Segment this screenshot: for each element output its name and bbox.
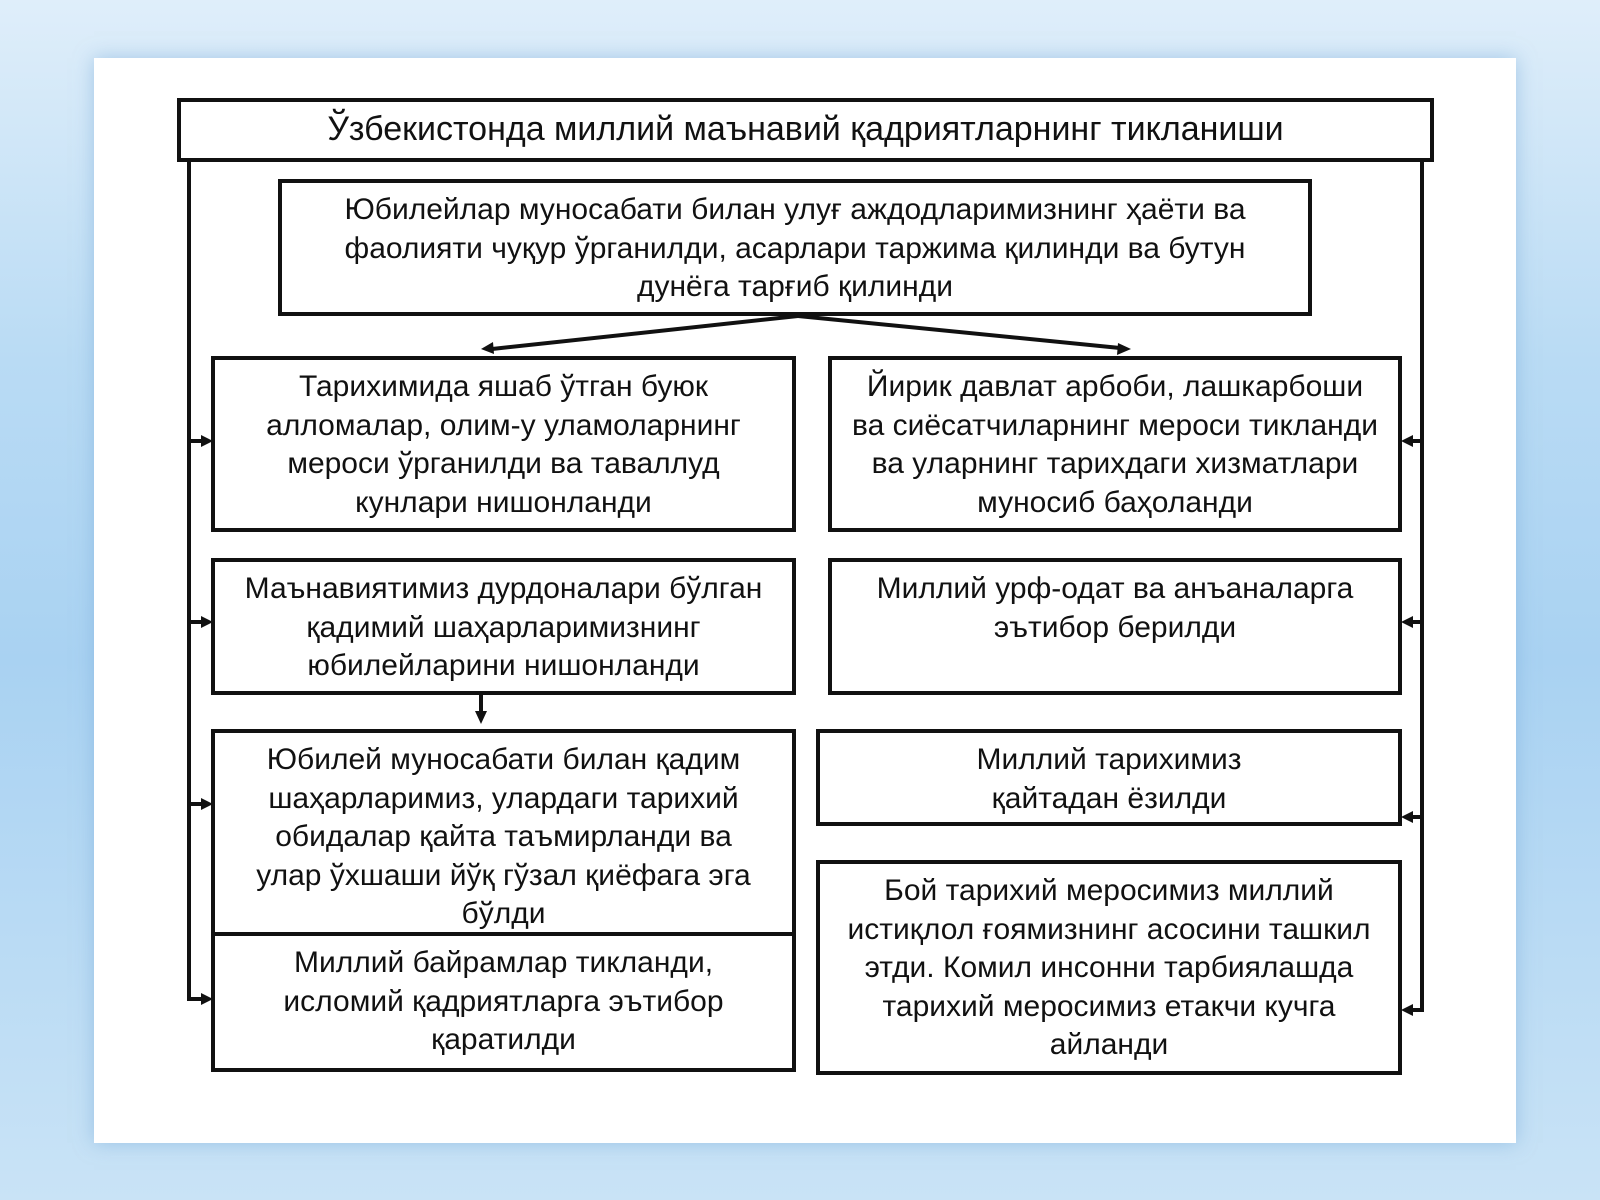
top-box: Юбилейлар муносабати билан улуғ аждодларимизнинг ҳаёти ва фаолияти чуқур ўрганилди, асарлари таржима қилинди ва бутун дунёга тарғиб қилинди (278, 179, 1312, 316)
left-box-2: Маънавиятимиз дурдоналари бўлган қадимий шаҳарларимизнинг юбилейларини нишонланди (211, 558, 796, 695)
left-box-3: Юбилей муносабати билан қадим шаҳарларимиз, улардаги тарихий обидалар қайта таъмирланди ва улар ўхшаши йўқ гўзал қиёфага эга бўлди (211, 729, 796, 936)
right-box-3: Миллий тарихимиз қайтадан ёзилди (816, 729, 1402, 826)
left-box-1: Тарихимида яшаб ўтган буюк алломалар, олим-у уламоларнинг мероси ўрганилди ва таваллуд кунлари нишонланди (211, 356, 796, 532)
right-box-1: Йирик давлат арбоби, лашкарбоши ва сиёсатчиларнинг мероси тикланди ва уларнинг тарихдаги хизматлари муносиб баҳоланди (828, 356, 1402, 532)
right-box-2: Миллий урф-одат ва анъаналарга эътибор берилди (828, 558, 1402, 695)
diagram-title: Ўзбекистонда миллий маънавий қадриятларнинг тикланиши (177, 98, 1434, 162)
left-box-4: Миллий байрамлар тикланди, исломий қадриятларга эътибор қаратилди (211, 932, 796, 1072)
right-box-4: Бой тарихий меросимиз миллий истиқлол ғоямизнинг асосини ташкил этди. Комил инсонни тарбиялашда тарихий меросимиз етакчи кучга айланди (816, 860, 1402, 1075)
